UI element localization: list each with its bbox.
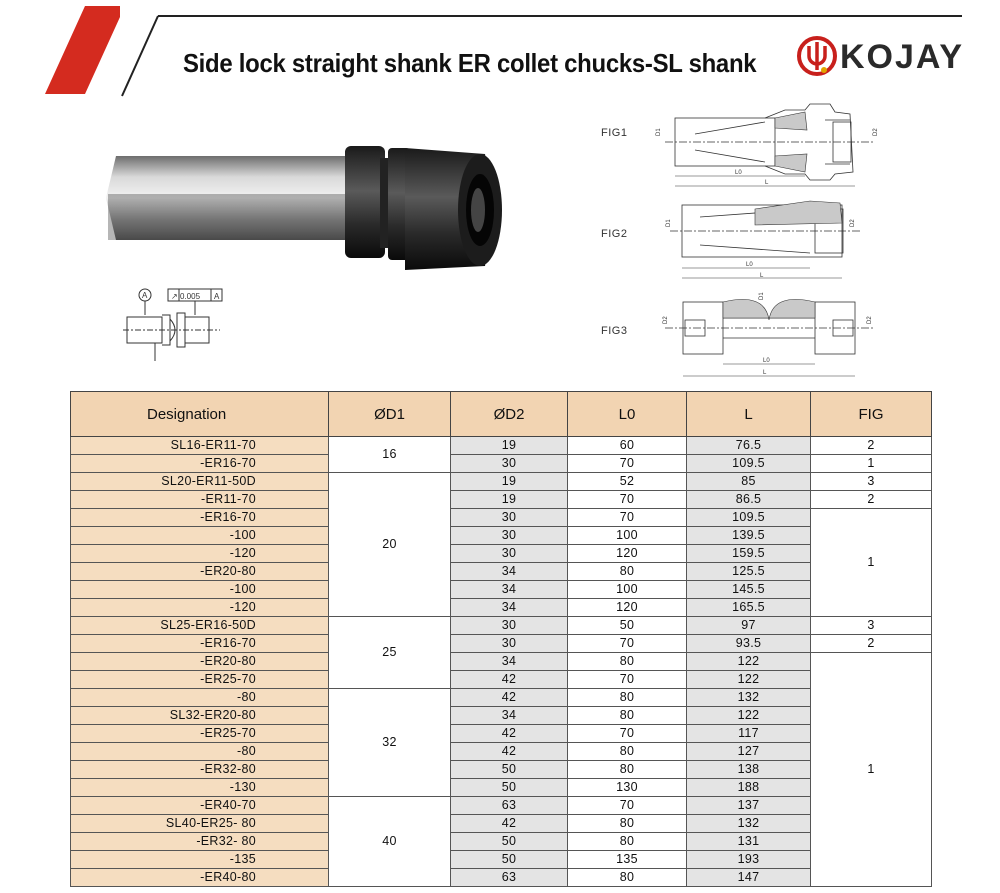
fig1-l: L	[765, 180, 769, 186]
table-row	[71, 437, 932, 455]
fig1-label: FIG1	[601, 127, 628, 139]
cell-fig: 2	[811, 491, 932, 509]
fig3-d2-right: D2	[867, 316, 873, 324]
brand-name: KOJAY	[840, 38, 965, 76]
header-d2: ØD2	[451, 392, 568, 437]
table-row	[71, 563, 932, 581]
cell-l0: 52	[568, 473, 687, 491]
cell-d1: 20	[329, 473, 451, 617]
cell-d2: 30	[451, 635, 568, 653]
fig2-l0: L0	[746, 262, 753, 268]
table-row	[71, 833, 932, 851]
fig1-d2: D2	[873, 128, 879, 136]
cell-designation: SL20-ER11-50D	[71, 473, 329, 491]
cell-l0: 70	[568, 455, 687, 473]
cell-designation: SL16-ER11-70	[71, 437, 329, 455]
table-row	[71, 743, 932, 761]
table-row	[71, 455, 932, 473]
spec-table	[70, 391, 932, 887]
cell-designation: -ER16-70	[71, 509, 329, 527]
cell-designation: -ER40-70	[71, 797, 329, 815]
cell-l: 159.5	[687, 545, 811, 563]
header-l: L	[687, 392, 811, 437]
cell-d2: 50	[451, 851, 568, 869]
cell-l: 193	[687, 851, 811, 869]
cell-d1: 40	[329, 797, 451, 887]
cell-designation: -ER32-80	[71, 761, 329, 779]
cell-l0: 70	[568, 725, 687, 743]
table-row	[71, 725, 932, 743]
fig1-l0: L0	[735, 170, 742, 176]
table-row	[71, 653, 932, 671]
cell-designation: -120	[71, 599, 329, 617]
cell-l0: 70	[568, 509, 687, 527]
table-row	[71, 779, 932, 797]
cell-l: 127	[687, 743, 811, 761]
table-row	[71, 671, 932, 689]
table-row	[71, 761, 932, 779]
cell-l: 122	[687, 671, 811, 689]
fig2-l: L	[760, 273, 764, 279]
collet-chuck-photo	[100, 138, 510, 278]
cell-d1: 32	[329, 689, 451, 797]
cell-l0: 120	[568, 545, 687, 563]
cell-l0: 80	[568, 869, 687, 887]
cell-designation: -100	[71, 581, 329, 599]
fig2-drawing	[660, 195, 870, 280]
cell-designation: -ER11-70	[71, 491, 329, 509]
cell-l: 165.5	[687, 599, 811, 617]
cell-l: 139.5	[687, 527, 811, 545]
cell-designation: SL40-ER25- 80	[71, 815, 329, 833]
cell-designation: -ER40-80	[71, 869, 329, 887]
cell-l0: 80	[568, 653, 687, 671]
cell-fig: 1	[811, 455, 932, 473]
cell-designation: -135	[71, 851, 329, 869]
cell-l: 109.5	[687, 455, 811, 473]
cell-l0: 70	[568, 491, 687, 509]
table-row	[71, 491, 932, 509]
cell-l: 86.5	[687, 491, 811, 509]
cell-l: 188	[687, 779, 811, 797]
cell-l: 132	[687, 689, 811, 707]
cell-d2: 34	[451, 707, 568, 725]
runout-tolerance-sketch	[115, 285, 225, 367]
cell-fig: 3	[811, 473, 932, 491]
fig3-l0: L0	[763, 358, 770, 364]
cell-l0: 70	[568, 635, 687, 653]
cell-designation: -120	[71, 545, 329, 563]
cell-d2: 63	[451, 797, 568, 815]
cell-d2: 30	[451, 509, 568, 527]
fig3-drawing	[655, 290, 885, 380]
cell-fig-merged: 1	[811, 653, 932, 887]
cell-d2: 19	[451, 437, 568, 455]
cell-d1: 16	[329, 437, 451, 473]
cell-designation: -ER25-70	[71, 725, 329, 743]
cell-l0: 80	[568, 833, 687, 851]
cell-l: 76.5	[687, 437, 811, 455]
cell-l: 122	[687, 707, 811, 725]
cell-l0: 130	[568, 779, 687, 797]
cell-designation: -ER32- 80	[71, 833, 329, 851]
fig3-d2-left: D2	[663, 316, 669, 324]
cell-fig: 2	[811, 437, 932, 455]
cell-d2: 50	[451, 779, 568, 797]
cell-designation: -ER16-70	[71, 455, 329, 473]
table-row	[71, 797, 932, 815]
datum-label: A	[142, 291, 148, 300]
table-row	[71, 473, 932, 491]
cell-l: 109.5	[687, 509, 811, 527]
cell-d2: 63	[451, 869, 568, 887]
table-row	[71, 509, 932, 527]
cell-l: 117	[687, 725, 811, 743]
cell-l0: 80	[568, 761, 687, 779]
fig3-label: FIG3	[601, 325, 628, 337]
cell-l0: 80	[568, 743, 687, 761]
header-d1: ØD1	[329, 392, 451, 437]
red-parallelogram	[45, 6, 120, 94]
cell-d2: 19	[451, 491, 568, 509]
table-row	[71, 851, 932, 869]
cell-l0: 100	[568, 581, 687, 599]
cell-l: 85	[687, 473, 811, 491]
cell-l: 145.5	[687, 581, 811, 599]
header-fig: FIG	[811, 392, 932, 437]
cell-designation: -80	[71, 743, 329, 761]
cell-fig-merged: 1	[811, 509, 932, 617]
fig1-d1: D1	[656, 128, 662, 136]
cell-d2: 50	[451, 761, 568, 779]
fig2-d1: D1	[666, 219, 672, 227]
cell-d2: 42	[451, 725, 568, 743]
cell-d2: 42	[451, 689, 568, 707]
tolerance-value: 0.005	[180, 292, 201, 301]
cell-l: 93.5	[687, 635, 811, 653]
cell-designation: -ER16-70	[71, 635, 329, 653]
cell-fig: 2	[811, 635, 932, 653]
fig1-drawing	[655, 100, 885, 190]
cell-d2: 50	[451, 833, 568, 851]
cell-l: 147	[687, 869, 811, 887]
cell-l0: 135	[568, 851, 687, 869]
table-row	[71, 617, 932, 635]
fig2-d2: D2	[850, 219, 856, 227]
table-row	[71, 527, 932, 545]
kojay-logo-icon	[795, 34, 839, 78]
table-row	[71, 545, 932, 563]
cell-d2: 34	[451, 563, 568, 581]
cell-l0: 120	[568, 599, 687, 617]
cell-l: 132	[687, 815, 811, 833]
cell-designation: SL32-ER20-80	[71, 707, 329, 725]
cell-l0: 60	[568, 437, 687, 455]
cell-designation: -100	[71, 527, 329, 545]
cell-d1: 25	[329, 617, 451, 689]
table-row	[71, 635, 932, 653]
svg-text:↗: ↗	[171, 292, 178, 301]
cell-d2: 42	[451, 671, 568, 689]
cell-designation: -130	[71, 779, 329, 797]
cell-l0: 50	[568, 617, 687, 635]
table-row	[71, 581, 932, 599]
fig3-l: L	[763, 370, 767, 376]
cell-d2: 30	[451, 545, 568, 563]
cell-l: 131	[687, 833, 811, 851]
cell-d2: 42	[451, 815, 568, 833]
cell-l0: 80	[568, 707, 687, 725]
cell-l0: 70	[568, 671, 687, 689]
header-l0: L0	[568, 392, 687, 437]
cell-d2: 34	[451, 581, 568, 599]
cell-designation: -ER25-70	[71, 671, 329, 689]
cell-designation: -ER20-80	[71, 563, 329, 581]
cell-designation: -80	[71, 689, 329, 707]
table-header-row	[71, 392, 932, 437]
cell-designation: SL25-ER16-50D	[71, 617, 329, 635]
cell-l: 125.5	[687, 563, 811, 581]
cell-fig: 3	[811, 617, 932, 635]
cell-l0: 80	[568, 689, 687, 707]
cell-l: 138	[687, 761, 811, 779]
cell-l: 122	[687, 653, 811, 671]
cell-designation: -ER20-80	[71, 653, 329, 671]
header-designation: Designation	[71, 392, 329, 437]
cell-l0: 100	[568, 527, 687, 545]
cell-l: 137	[687, 797, 811, 815]
cell-l: 97	[687, 617, 811, 635]
cell-d2: 30	[451, 455, 568, 473]
cell-l0: 70	[568, 797, 687, 815]
cell-d2: 34	[451, 653, 568, 671]
cell-d2: 42	[451, 743, 568, 761]
cell-d2: 30	[451, 617, 568, 635]
table-row	[71, 815, 932, 833]
fig2-label: FIG2	[601, 228, 628, 240]
table-row	[71, 689, 932, 707]
table-row	[71, 599, 932, 617]
cell-d2: 34	[451, 599, 568, 617]
cell-d2: 19	[451, 473, 568, 491]
page-title: Side lock straight shank ER collet chucks-SL shank	[183, 48, 757, 78]
red-banner-shape	[40, 6, 120, 94]
cell-l0: 80	[568, 563, 687, 581]
cell-l0: 80	[568, 815, 687, 833]
table-row	[71, 869, 932, 887]
cell-d2: 30	[451, 527, 568, 545]
datum-ref: A	[214, 292, 220, 301]
fig3-d1: D1	[759, 292, 765, 300]
table-row	[71, 707, 932, 725]
